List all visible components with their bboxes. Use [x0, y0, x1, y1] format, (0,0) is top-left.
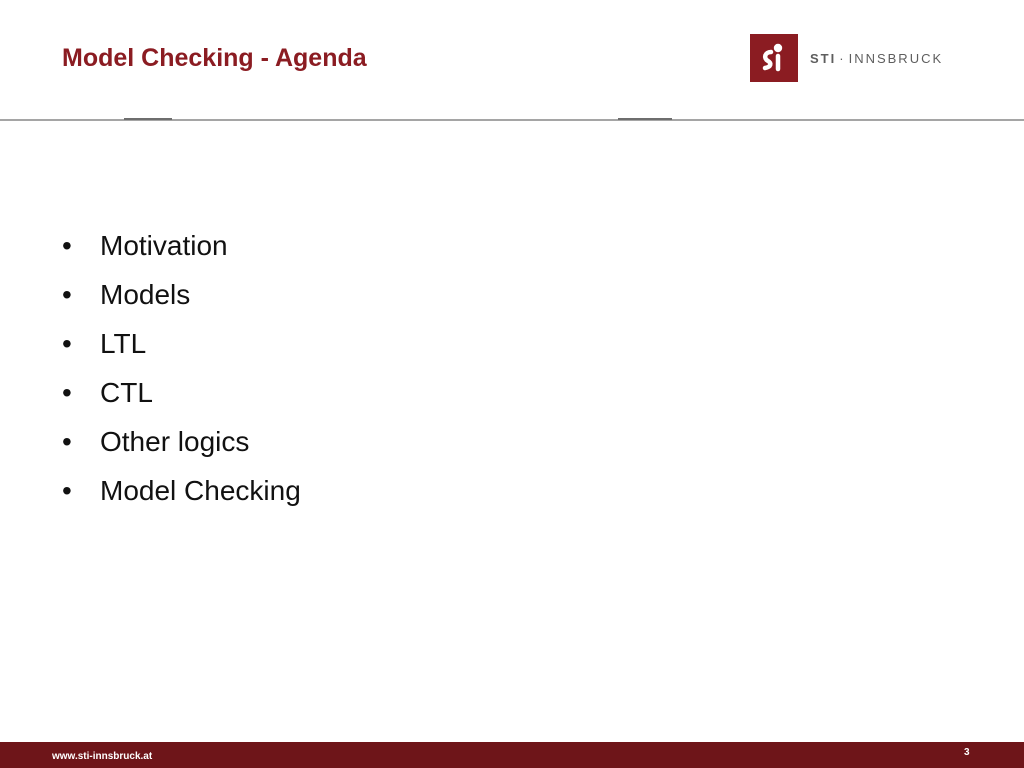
sti-logo [750, 34, 943, 82]
list-item-label: CTL [100, 377, 153, 408]
list-item [62, 226, 301, 275]
sti-figure-icon [750, 34, 798, 82]
list-item-label: Model Checking [100, 475, 301, 506]
list-item [62, 422, 301, 471]
bullet-glyph: • [62, 230, 72, 261]
list-item [62, 471, 301, 520]
list-item [62, 324, 301, 373]
header-divider-shade [618, 118, 672, 120]
footer-url: www.sti-innsbruck.at [52, 751, 153, 762]
page-number: 3 [964, 747, 970, 758]
logo-sti: STI [810, 50, 837, 66]
bullet-glyph: • [62, 377, 72, 408]
bullet-glyph: • [62, 475, 72, 506]
list-item [62, 373, 301, 422]
list-item-label: Other logics [100, 426, 250, 457]
bullet-glyph: • [62, 279, 72, 310]
bullet-glyph: • [62, 328, 72, 359]
list-item-label: LTL [100, 328, 147, 359]
bullet-glyph: • [62, 426, 72, 457]
list-item-label: Motivation [100, 230, 228, 261]
logo-place: INNSBRUCK [848, 50, 944, 66]
list-item [62, 275, 301, 324]
header-divider-shade [124, 118, 172, 120]
slide-title: Model Checking - Agenda [62, 44, 367, 72]
footer-bar [0, 742, 1024, 768]
agenda-list [62, 226, 301, 520]
logo-separator: · [839, 50, 846, 66]
logo-text [810, 51, 943, 66]
list-item-label: Models [100, 279, 191, 310]
